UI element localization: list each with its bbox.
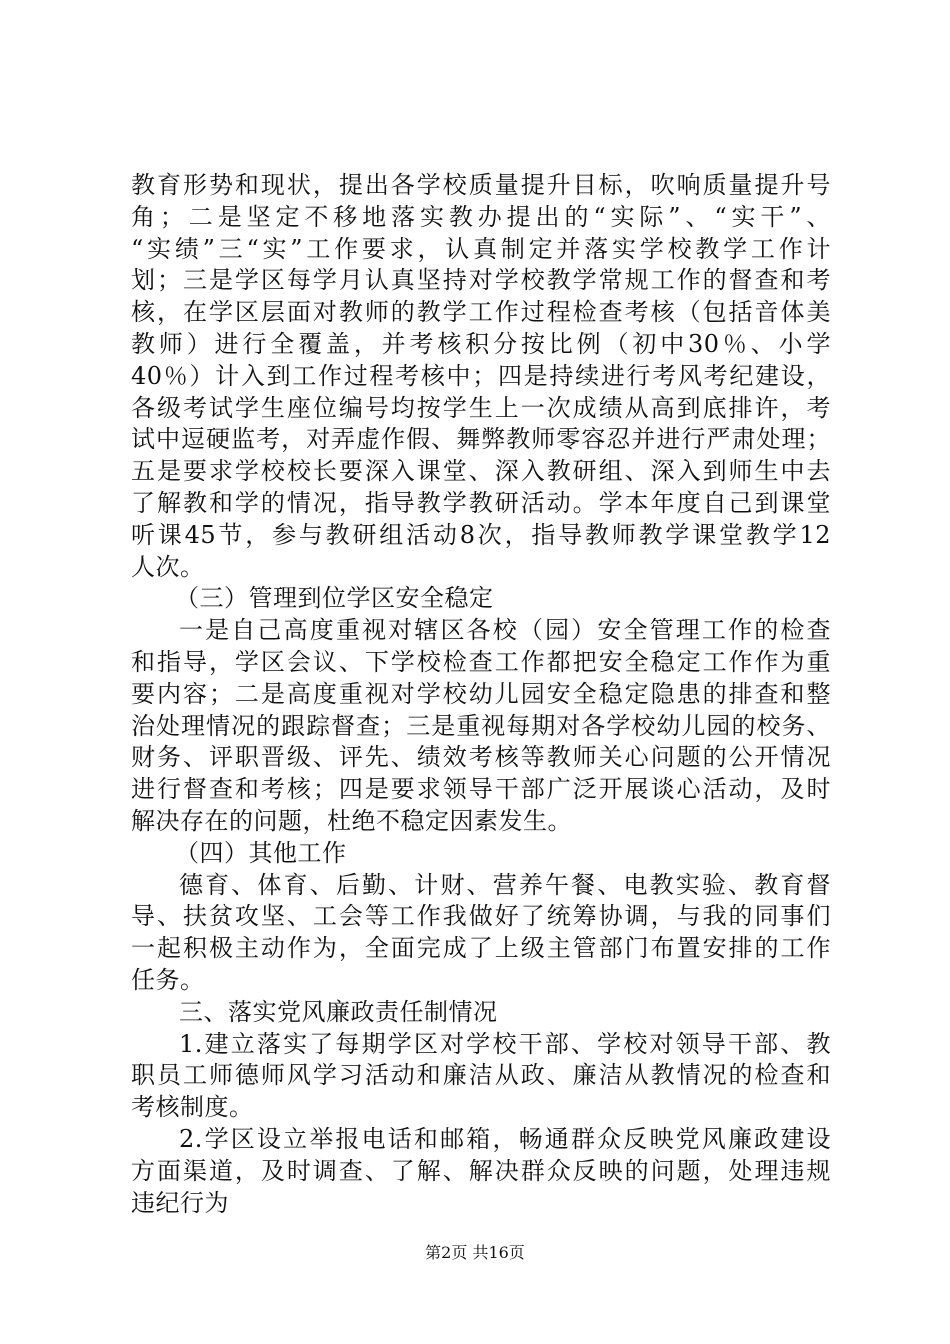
text-line: 五是要求学校校长要深入课堂、深入教研组、深入到师生中去 [131, 457, 831, 486]
text-line: 教师）进行全覆盖，并考核积分按比例（初中30％、小学 [131, 329, 831, 358]
text-line: 1.建立落实了每期学区对学校干部、学校对领导干部、教 [179, 1029, 831, 1058]
text-line: 职员工师德师风学习活动和廉洁从政、廉洁从教情况的检查和 [131, 1061, 831, 1090]
text-line: 进行督查和考核；四是要求领导干部广泛开展谈心活动，及时 [131, 775, 831, 804]
text-line: 德育、体育、后勤、计财、营养午餐、电教实验、教育督 [179, 870, 831, 899]
section-heading: 三、落实党风廉政责任制情况 [179, 997, 498, 1026]
text-line: 解决存在的问题，杜绝不稳定因素发生。 [131, 806, 572, 835]
text-line: 要内容；二是高度重视对学校幼儿园安全稳定隐患的排查和整 [131, 679, 831, 708]
text-line: 任务。 [131, 965, 205, 994]
text-line: 财务、评职晋级、评先、绩效考核等教师关心问题的公开情况 [131, 743, 831, 772]
text-line: 核，在学区层面对教师的教学工作过程检查考核（包括音体美 [131, 298, 831, 327]
text-line: 40％）计入到工作过程考核中；四是持续进行考风考纪建设， [131, 361, 831, 390]
section-heading: （四）其他工作 [175, 838, 347, 867]
text-line: 了解教和学的情况，指导教学教研活动。学本年度自己到课堂 [131, 488, 831, 517]
text-line: 划；三是学区每学月认真坚持对学校教学常规工作的督查和考 [131, 266, 831, 295]
text-line: 一起积极主动作为，全面完成了上级主管部门布置安排的工作 [131, 934, 831, 963]
text-line: 角；二是坚定不移地落实教办提出的“实际”、“实干”、 [131, 202, 831, 231]
text-line: 听课45节，参与教研组活动8次，指导教师教学课堂教学12 [131, 520, 831, 549]
text-line: 试中逗硬监考，对弄虚作假、舞弊教师零容忍并进行严肃处理； [131, 425, 831, 454]
document-body [131, 170, 831, 1219]
text-line: 各级考试学生座位编号均按学生上一次成绩从高到底排许，考 [131, 393, 831, 422]
text-line: 教育形势和现状，提出各学校质量提升目标，吹响质量提升号 [131, 171, 831, 199]
text-line: 考核制度。 [131, 1093, 254, 1122]
text-line: 导、扶贫攻坚、工会等工作我做好了统筹协调，与我的同事们 [131, 902, 831, 931]
text-line: “实绩”三“实”工作要求，认真制定并落实学校教学工作计 [131, 234, 831, 263]
page-number-footer: 第2页 共16页 [425, 1243, 525, 1262]
text-line: 和指导，学区会议、下学校检查工作都把安全稳定工作作为重 [131, 647, 831, 676]
text-line: 治处理情况的跟踪督查；三是重视每期对各学校幼儿园的校务、 [131, 711, 831, 740]
text-line: 一是自己高度重视对辖区各校（园）安全管理工作的检查 [179, 616, 831, 645]
text-line: 2.学区设立举报电话和邮箱，畅通群众反映党风廉政建设 [179, 1124, 831, 1153]
section-heading: （三）管理到位学区安全稳定 [175, 584, 494, 613]
text-line: 违纪行为 [131, 1188, 229, 1217]
text-line: 方面渠道，及时调查、了解、解决群众反映的问题，处理违规 [131, 1156, 831, 1185]
text-line: 人次。 [131, 552, 205, 581]
